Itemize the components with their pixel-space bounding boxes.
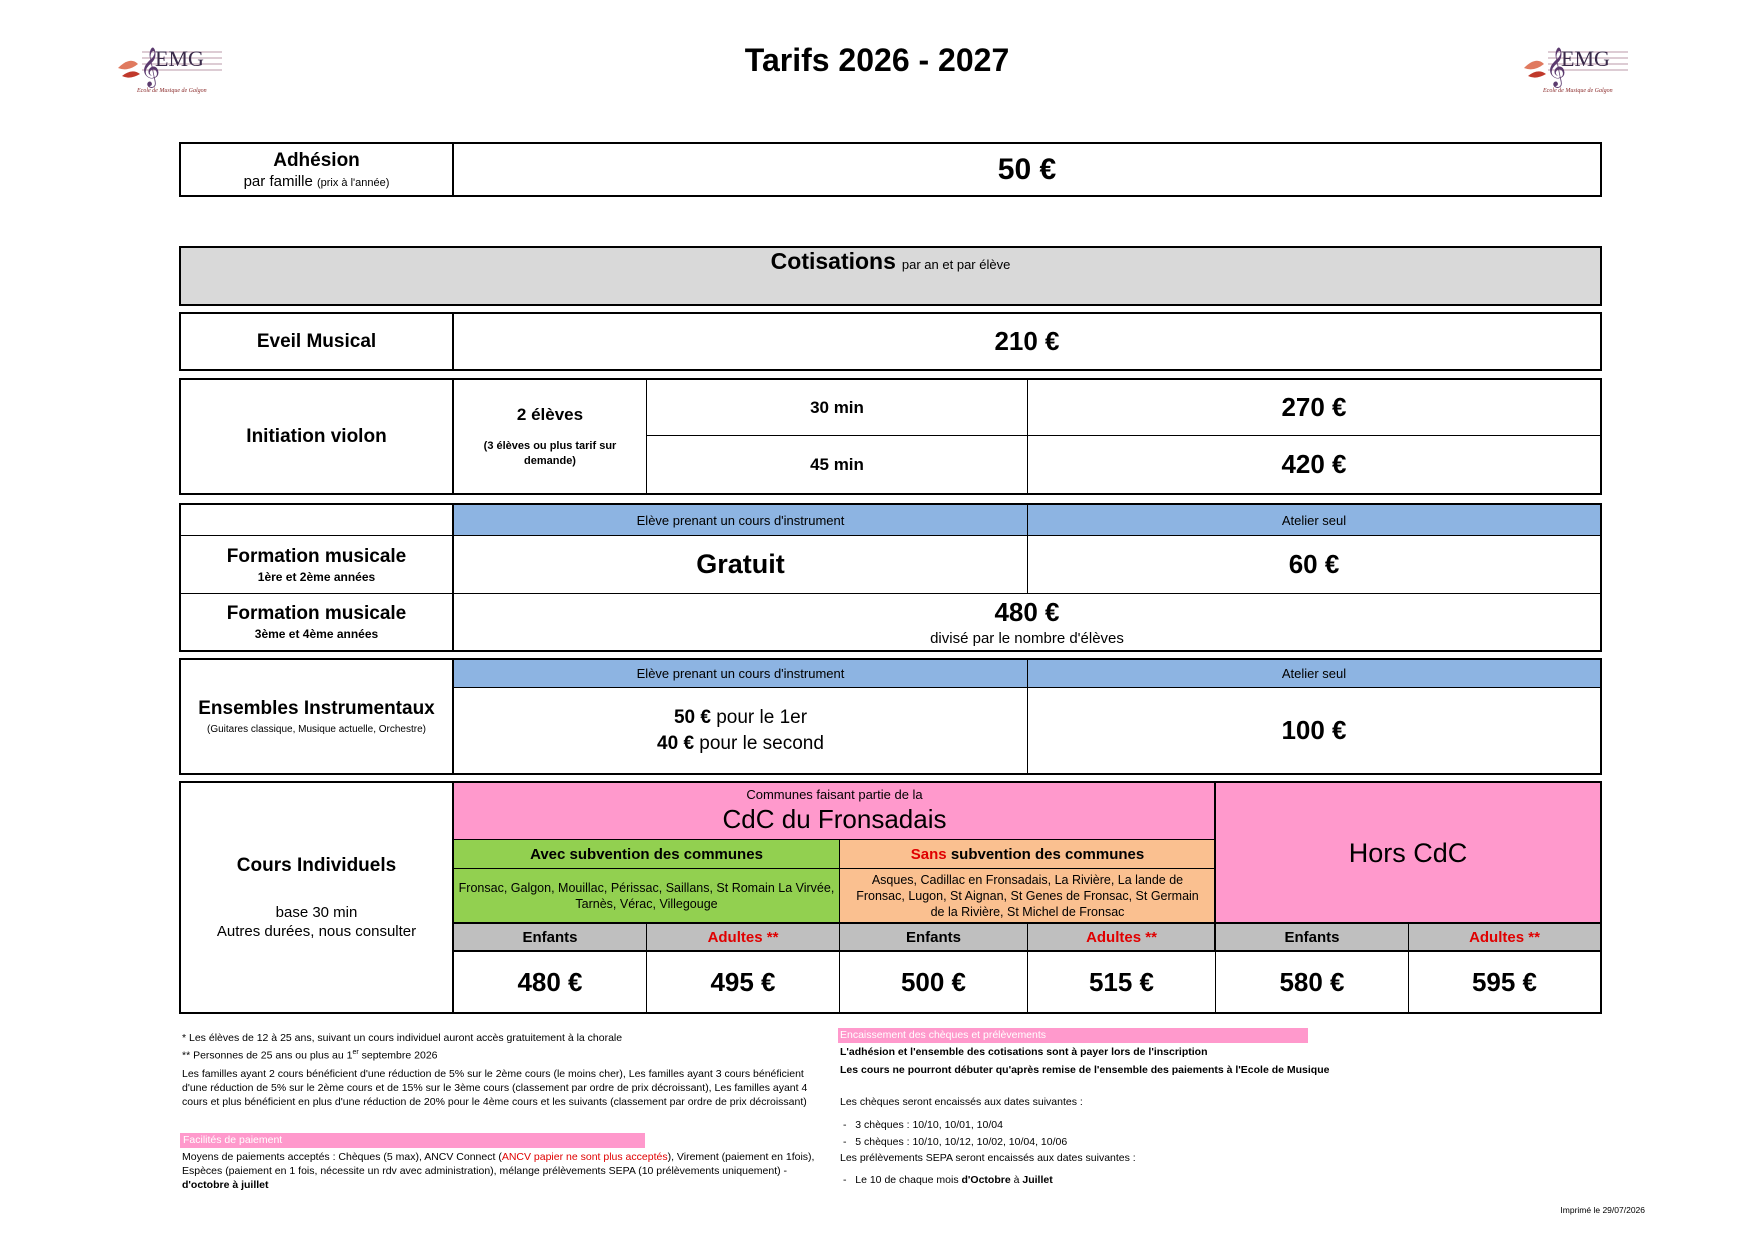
cdc-small: Communes faisant partie de la <box>746 787 923 802</box>
violon-duration-45: 45 min <box>810 454 864 474</box>
note-chorale: * Les élèves de 12 à 25 ans, suivant un cours individuel auront accès gratuitement à la chorale <box>182 1032 623 1044</box>
ensembles-text-second: pour le second <box>699 732 824 754</box>
formation-row1-label-cell <box>181 536 452 593</box>
adhesion-label-cell <box>181 144 452 195</box>
formation-row1-label: Formation musicale <box>226 545 407 567</box>
ensembles-col1-header: Elève prenant un cours d'instrument <box>636 666 845 681</box>
header-adultes-1: Adultes ** <box>707 928 779 946</box>
price-sans-adultes: 515 € <box>1088 966 1155 997</box>
sans-communes: Asques, Cadillac en Fronsadais, La Rivière, La lande de Fronsac, Lugon, St Aignan, St Genes de Fronsac, St Germain de la Rivière, St Michel de Fronsac <box>856 872 1199 919</box>
note-reductions: Les familles ayant 2 cours bénéficient d'une réduction de 5% sur le 2ème cours (le moins cher), Les familles ayant 3 cours bénéficient d'une réduction de 5% sur le 2ème cours et de 15% sur le 3ème cours (classement par ordre de prix décroissant), Les familles ayant 4 cours et plus bénéficient en plus d'une réduction de 20% pour le 4ème cours et les suivants (classement par ordre de prix décroissant) <box>182 1068 808 1108</box>
violon-price-45: 420 € <box>1281 449 1347 479</box>
note-inscription: L'adhésion et l'ensemble des cotisations sont à payer lors de l'inscription <box>840 1046 1208 1058</box>
logo-right-subtitle: Ecole de Musique de Galgon <box>1543 88 1613 94</box>
avec-subvention: Avec subvention des communes <box>530 845 763 863</box>
sepa-dates: - Le 10 de chaque mois d'Octobre à Juillet <box>843 1174 1053 1186</box>
sans-subvention-rest: subvention des communes <box>950 845 1145 863</box>
eveil-label: Eveil Musical <box>256 330 377 352</box>
violon-duration-30: 30 min <box>810 397 864 417</box>
violon-label: Initiation violon <box>246 425 387 447</box>
cheques-3: - 3 chèques : 10/10, 10/01, 10/04 <box>843 1119 1003 1131</box>
formation-row1-sub: 1ère et 2ème années <box>257 569 376 584</box>
svg-text:𝄞: 𝄞 <box>140 47 161 87</box>
pay-bold: d'octobre à juillet <box>182 1179 269 1191</box>
individuels-sub1: base 30 min <box>275 903 358 921</box>
formation-row1-atelier-price: 60 € <box>1288 549 1340 579</box>
individuels-sub2: Autres durées, nous consulter <box>216 922 417 940</box>
adhesion-label: Adhésion <box>273 149 360 171</box>
hors-cdc: Hors CdC <box>1348 837 1468 868</box>
cheques-intro: Les chèques seront encaissés aux dates suivantes : <box>840 1096 1083 1108</box>
header-enfants-2: Enfants <box>905 928 961 946</box>
sans-subvention-cell <box>840 840 1215 868</box>
formation-row2-price: 480 € <box>994 597 1060 627</box>
sans-subvention-red: Sans <box>910 845 947 863</box>
avec-communes: Fronsac, Galgon, Mouillac, Périssac, Saillans, St Romain La Virvée, Tarnès, Vérac, Villegouge <box>458 880 835 911</box>
price-hors-adultes: 595 € <box>1471 966 1538 997</box>
formation-row2-sub: 3ème et 4ème années <box>254 627 379 641</box>
logo-left-text: EMG <box>155 46 204 71</box>
ensembles-label: Ensembles Instrumentaux <box>198 698 435 719</box>
cotisations-subtitle: par an et par élève <box>901 257 1011 272</box>
svg-text:𝄞: 𝄞 <box>1546 47 1567 87</box>
formation-row2-label: Formation musicale <box>226 603 407 624</box>
pay-red: ANCV papier ne sont plus acceptés <box>501 1151 668 1163</box>
note-paiements <box>182 1150 834 1192</box>
price-avec-adultes: 495 € <box>710 966 776 997</box>
facilites-title: Facilités de paiement <box>183 1134 283 1146</box>
adhesion-sub2: (prix à l'année) <box>316 176 390 189</box>
ensembles-atelier-price: 100 € <box>1281 715 1347 745</box>
cotisations-title: Cotisations <box>770 248 896 274</box>
violon-note: (3 élèves ou plus tarif sur demande) <box>483 439 617 467</box>
cheques-5: - 5 chèques : 10/10, 10/12, 10/02, 10/04, 10/06 <box>843 1136 1068 1148</box>
ensembles-label-cell <box>181 660 452 773</box>
eveil-price: 210 € <box>994 326 1060 356</box>
sepa-intro: Les prélèvements SEPA seront encaissés aux dates suivantes : <box>840 1152 1136 1164</box>
page-title: Tarifs 2026 - 2027 <box>744 42 1010 78</box>
violon-students-cell <box>454 380 646 493</box>
formation-row2-price-cell <box>454 594 1600 650</box>
header-enfants-3: Enfants <box>1284 928 1340 946</box>
formation-col1-header: Elève prenant un cours d'instrument <box>636 512 845 528</box>
ensembles-price-first: 50 € <box>673 706 711 728</box>
header-adultes-3: Adultes ** <box>1469 928 1540 946</box>
formation-row1-gratuit: Gratuit <box>696 549 785 579</box>
header-enfants-1: Enfants <box>522 928 578 946</box>
adhesion-price: 50 € <box>997 152 1057 186</box>
note-adultes-b: septembre 2026 <box>358 1049 438 1062</box>
price-hors-enfants: 580 € <box>1279 966 1345 997</box>
ensembles-col2-header: Atelier seul <box>1281 666 1347 681</box>
formation-row2-note: divisé par le nombre d'élèves <box>930 630 1124 647</box>
pay-a: Moyens de paiements acceptés : Chèques (5 max), ANCV Connect ( <box>182 1151 502 1163</box>
individuels-label-cell <box>181 783 452 1012</box>
violon-students: 2 élèves <box>516 404 584 424</box>
logo-right-text: EMG <box>1561 46 1610 71</box>
ensembles-eleve-prices <box>454 688 1027 773</box>
cdc-header-cell <box>454 783 1215 839</box>
note-adultes <box>182 1046 822 1063</box>
cdc-title: CdC du Fronsadais <box>722 804 947 834</box>
note-adultes-sup: er <box>352 1049 359 1056</box>
note-adultes-a: ** Personnes de 25 ans ou plus au 1 <box>182 1049 353 1062</box>
printed-date: Imprimé le 29/07/2026 <box>1560 1205 1645 1215</box>
ensembles-price-second: 40 € <box>657 732 695 754</box>
encaissement-title: Encaissement des chèques et prélèvements <box>840 1029 1047 1041</box>
ensembles-sub: (Guitares classique, Musique actuelle, Orchestre) <box>207 724 426 735</box>
price-sans-enfants: 500 € <box>900 966 967 997</box>
adhesion-sub: par famille <box>243 172 313 190</box>
formation-row2-label-cell <box>181 594 452 650</box>
ensembles-text-first: pour le 1er <box>716 706 808 728</box>
formation-col2-header: Atelier seul <box>1281 512 1347 528</box>
note-debut-cours: Les cours ne pourront débuter qu'après remise de l'ensemble des paiements à l'Ecole de Musique <box>840 1064 1330 1076</box>
header-adultes-2: Adultes ** <box>1086 928 1157 946</box>
price-avec-enfants: 480 € <box>517 966 583 997</box>
logo-left-subtitle: Ecole de Musique de Galgon <box>137 88 207 94</box>
individuels-label: Cours Individuels <box>236 854 397 876</box>
violon-price-30: 270 € <box>1281 392 1347 422</box>
pay-b: ), Virement (paiement en 1fois), Espèces (paiement en 1 fois, nécessite un rdv avec administration), mélange prélèvements SEPA (10 prélèvements uniquement) - <box>182 1151 815 1177</box>
